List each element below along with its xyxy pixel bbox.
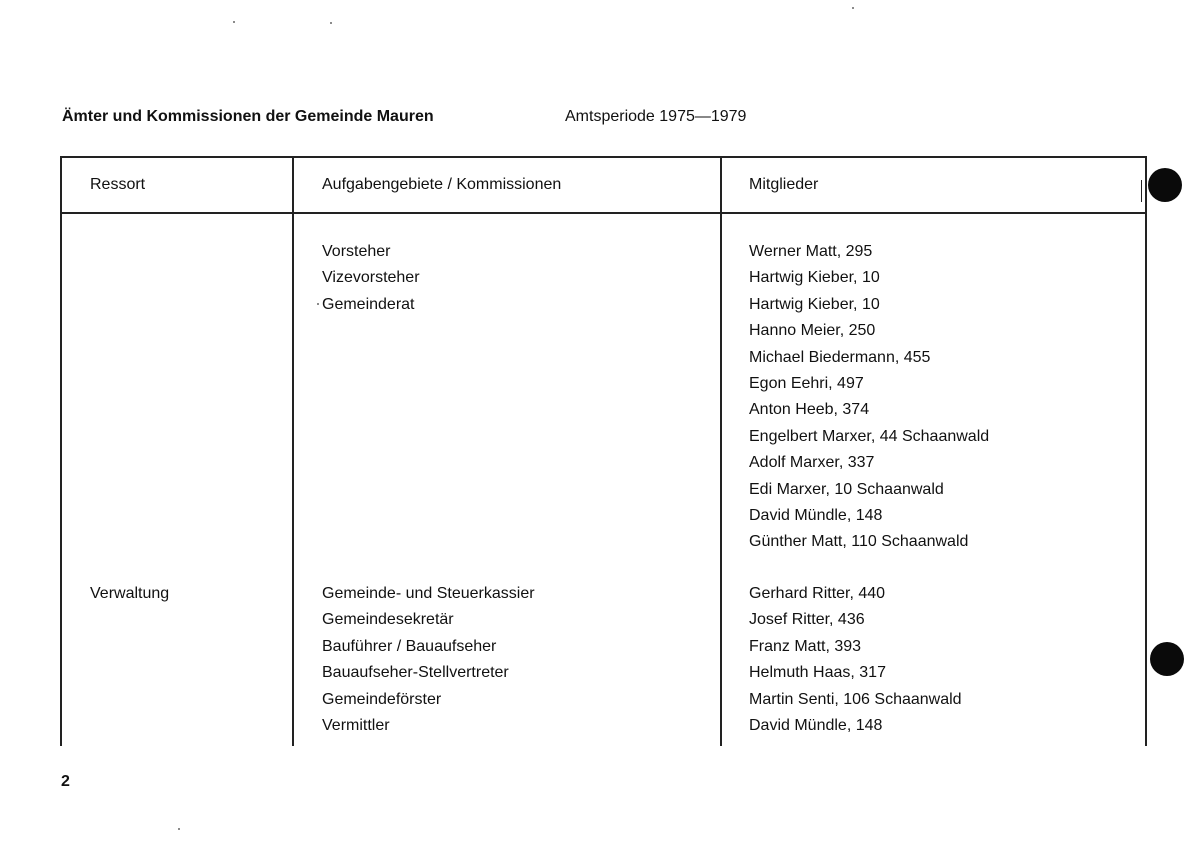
list-item: Werner Matt, 295 <box>749 243 873 260</box>
table-right-border <box>1145 156 1147 746</box>
header-ressort: Ressort <box>90 176 146 193</box>
list-item: Egon Eehri, 497 <box>749 374 864 392</box>
list-item: Gerhard Ritter, 440 <box>749 585 886 602</box>
header-aufgaben: Aufgabengebiete / Kommissionen <box>322 176 562 193</box>
dust-speck <box>178 828 180 830</box>
group1-mitglieder-list <box>749 239 989 556</box>
list-item: David Mündle, 148 <box>749 506 883 524</box>
list-item: Gemeinderat <box>322 295 415 313</box>
term-period: Amtsperiode 1975—1979 <box>565 108 747 125</box>
list-item: Bauführer / Bauaufseher <box>322 637 497 655</box>
table-top-border <box>60 156 1147 158</box>
dust-speck <box>330 22 332 24</box>
column-divider-1 <box>292 156 294 746</box>
list-item: Günther Matt, 110 Schaanwald <box>749 533 969 551</box>
table-header-divider <box>60 212 1147 214</box>
ressort-verwaltung: Verwaltung <box>90 585 170 602</box>
list-item: Gemeindesekretär <box>322 611 454 629</box>
list-item: Vermittler <box>322 716 390 734</box>
group2-aufgaben-list <box>322 581 535 739</box>
list-item: Engelbert Marxer, 44 Schaanwald <box>749 427 990 445</box>
list-item: Vizevorsteher <box>322 269 420 287</box>
list-item: Michael Biedermann, 455 <box>749 348 931 366</box>
dust-speck <box>233 21 235 23</box>
list-item: Martin Senti, 106 Schaanwald <box>749 690 962 708</box>
list-item: Vorsteher <box>322 243 391 260</box>
group2-mitglieder-list <box>749 581 962 739</box>
list-item: Hartwig Kieber, 10 <box>749 295 880 313</box>
list-item: Gemeinde- und Steuerkassier <box>322 585 535 602</box>
group1-aufgaben-list <box>322 239 420 318</box>
dust-speck <box>852 7 854 9</box>
list-item: Anton Heeb, 374 <box>749 401 870 419</box>
dust-speck <box>317 303 319 305</box>
list-item: Hartwig Kieber, 10 <box>749 269 880 287</box>
punch-hole-top <box>1148 168 1182 202</box>
list-item: Helmuth Haas, 317 <box>749 664 886 682</box>
page-number: 2 <box>61 773 70 790</box>
column-divider-2 <box>720 156 722 746</box>
list-item: Hanno Meier, 250 <box>749 322 876 340</box>
list-item: Adolf Marxer, 337 <box>749 454 875 472</box>
list-item: Josef Ritter, 436 <box>749 611 865 629</box>
list-item: Edi Marxer, 10 Schaanwald <box>749 480 944 498</box>
list-item: Franz Matt, 393 <box>749 637 862 655</box>
document-title: Ämter und Kommissionen der Gemeinde Mauren <box>62 108 434 125</box>
scan-mark <box>1141 180 1142 202</box>
list-item: David Mündle, 148 <box>749 716 883 734</box>
header-mitglieder: Mitglieder <box>749 176 819 193</box>
table-left-border <box>60 156 62 746</box>
punch-hole-bottom <box>1150 642 1184 676</box>
list-item: Bauaufseher-Stellvertreter <box>322 664 509 682</box>
list-item: Gemeindeförster <box>322 690 442 708</box>
